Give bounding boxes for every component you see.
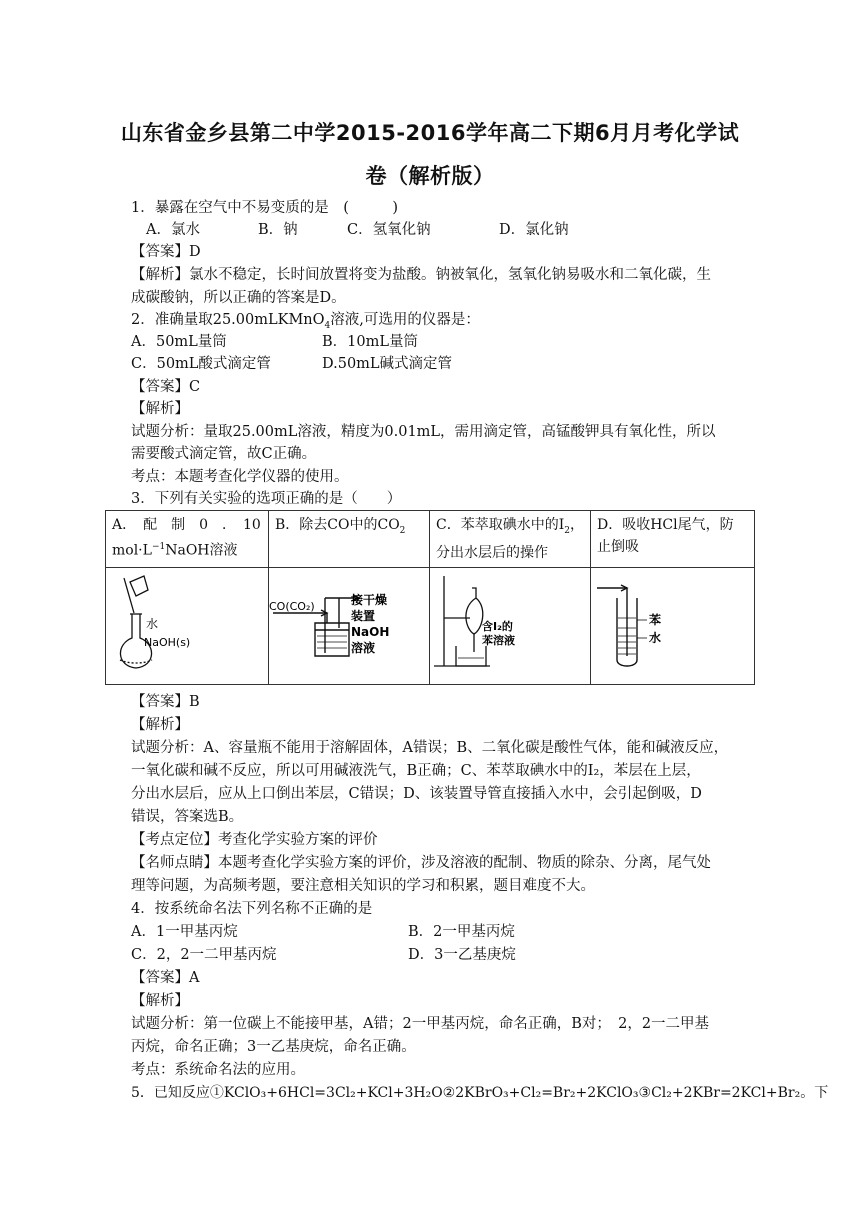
fig-b-label-1: 接干燥: [351, 592, 388, 607]
q3-cell-a-text: A． 配 制 0 ． 10 $mol\cdot L^{-1}NaOH$溶液: [106, 511, 269, 568]
fig-b-gas-label: CO(CO₂): [269, 599, 315, 613]
volumetric-flask-figure: [106, 568, 256, 678]
q3-analysis-line4: 错误，答案选B。: [131, 809, 244, 825]
q1-option-d: D．氯化钠: [499, 222, 569, 238]
q2-option-c: C．50mL酸式滴定管: [131, 356, 271, 372]
q4-analysis-line1: 试题分析：第一位碳上不能接甲基，A错；2一甲基丙烷，命名正确，B对； 2，2一二甲基: [131, 1016, 710, 1032]
q1-analysis-line2: 成碳酸钠，所以正确的答案是D。: [131, 290, 346, 306]
q1-option-b: B．钠: [258, 222, 298, 238]
test-tube-figure: [591, 568, 741, 678]
fig-d-benzene-label: 苯: [649, 612, 662, 627]
doc-title-line2: 卷（解析版）: [365, 164, 495, 188]
fig-b-label-4: 溶液: [351, 640, 376, 655]
q4-analysis-head: 【解析】: [131, 993, 189, 1009]
q3-cell-b-text: B．除去CO中的$CO_2$: [269, 511, 430, 568]
separatory-funnel-figure: [430, 568, 590, 678]
doc-title-line1: 山东省金乡县第二中学2015-2016学年高二下期6月月考化学试: [120, 121, 740, 145]
q4-point: 考点：系统命名法的应用。: [131, 1062, 305, 1078]
q1-analysis-line1: 【解析】氯水不稳定，长时间放置将变为盐酸。钠被氧化，氢氧化钠易吸水和二氧化碳，生: [131, 267, 711, 283]
fig-b-label-2: 装置: [351, 608, 376, 623]
fig-c-label-2: 苯溶液: [482, 633, 515, 647]
q3-stem: 3．下列有关实验的选项正确的是（ ）: [131, 491, 402, 507]
q1-answer: 【答案】D: [131, 244, 201, 260]
q2-point: 考点：本题考查化学仪器的使用。: [131, 469, 349, 485]
q3-options-table: [105, 510, 755, 685]
q4-option-a: A．1一甲基丙烷: [131, 924, 238, 940]
q3-tip-line2: 理等问题，为高频考题，要注意相关知识的学习和积累，题目难度不大。: [131, 878, 595, 894]
q3-figure-d: [591, 567, 755, 684]
q3-figure-c: [430, 567, 591, 684]
q3-analysis-line1: 试题分析：A、容量瓶不能用于溶解固体，A错误；B、二氧化碳是酸性气体，能和碱液反应，: [131, 740, 729, 756]
q1-option-a: A．氯水: [146, 222, 200, 238]
q4-option-d: D．3一乙基庚烷: [408, 947, 516, 963]
q2-analysis-line2: 需要酸式滴定管，故C正确。: [131, 446, 317, 462]
q4-answer: 【答案】A: [131, 970, 200, 986]
q2-analysis-line1: 试题分析：量取25.00mL溶液，精度为0.01mL，需用滴定管，高锰酸钾具有氧化性，所以: [131, 424, 716, 440]
q2-option-d: D.50mL碱式滴定管: [322, 356, 453, 372]
q2-option-a: A．50mL量筒: [131, 334, 227, 350]
q3-figure-b: [269, 567, 430, 684]
q3-cell-c-text: C．苯萃取碘水中的$I_2$， 分出水层后的操作: [430, 511, 591, 568]
fig-d-water-label: 水: [649, 630, 662, 645]
q3-figure-a: [106, 567, 269, 684]
q1-option-c: C．氢氧化钠: [347, 222, 431, 238]
q5-stem: 5．已知反应①KClO₃+6HCl=3Cl₂+KCl+3H₂O②2KBrO₃+Cl₂=Br₂+2KClO₃③Cl₂+2KBr=2KCl+Br₂。下: [131, 1085, 829, 1101]
q3-analysis-line2: 一氧化碳和碱不反应，所以可用碱液洗气，B正确；C、苯萃取碘水中的I₂，苯层在上层，: [131, 763, 701, 779]
q2-analysis-head: 【解析】: [131, 401, 189, 417]
q4-analysis-line2: 丙烷，命名正确；3一乙基庚烷，命名正确。: [131, 1039, 416, 1055]
q2-stem: 2．准确量取25.00mLKMnO$_4$溶液,可选用的仪器是：: [131, 312, 480, 331]
q1-stem: 1．暴露在空气中不易变质的是 ( ): [131, 200, 399, 216]
q2-answer: 【答案】C: [131, 379, 201, 395]
fig-b-label-3: NaOH: [351, 624, 390, 639]
fig-c-label-1: 含I₂的: [482, 619, 513, 633]
q3-analysis-head: 【解析】: [131, 717, 189, 733]
q3-tip-line1: 【名师点睛】本题考查化学实验方案的评价，涉及溶液的配制、物质的除杂、分离，尾气处: [131, 855, 711, 871]
q3-answer: 【答案】B: [131, 694, 200, 710]
q4-stem: 4．按系统命名法下列名称不正确的是: [131, 901, 373, 917]
q4-option-c: C．2，2一二甲基丙烷: [131, 947, 277, 963]
fig-a-water-label: 水: [146, 616, 159, 631]
q4-option-b: B．2一甲基丙烷: [408, 924, 515, 940]
fig-a-solid-label: NaOH(s): [144, 635, 191, 649]
q3-cell-d-text: D．吸收HCl尾气，防 止倒吸: [591, 511, 755, 568]
q3-analysis-line3: 分出水层后，应从上口倒出苯层，C错误；D、该装置导管直接插入水中，会引起倒吸，D: [131, 786, 702, 802]
q3-point: 【考点定位】考查化学实验方案的评价: [131, 832, 378, 848]
q2-option-b: B．10mL量筒: [322, 334, 418, 350]
gas-washing-bottle-figure: [269, 568, 429, 678]
